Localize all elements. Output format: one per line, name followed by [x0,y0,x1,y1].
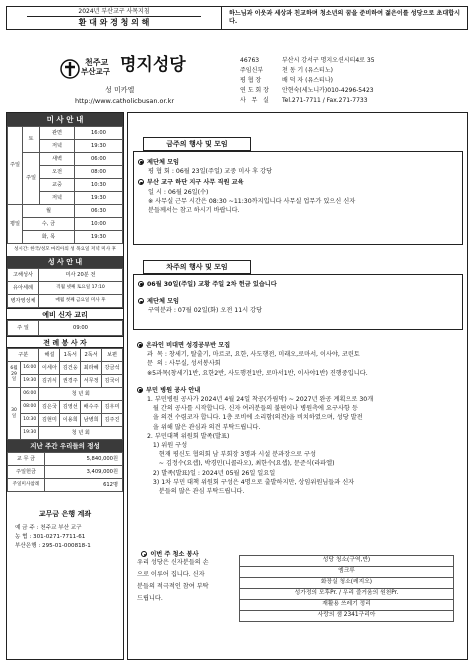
finance-title: 지난 주간 우리들의 정성 [7,440,123,452]
mass-note: 성시간: 한국/성모 마리아의 성 목요일 저녁 미사 후 [13,247,117,252]
church-logo [60,59,80,79]
next-week-box: 06월 30일(주일) 교황 주일 2차 헌금 있습니다 제단체 모임 구역분과 : 07월 02일(화) 오전 11시 강당 [133,274,463,330]
bullet-icon [137,387,143,393]
finance-table: 교 무 금 5,840,000원 주일헌금 3,409,000원 주일미사참례 612명 [7,452,123,492]
church-url[interactable]: http://www.catholicbusan.or.kr [75,97,175,105]
left-column [6,112,124,660]
bullet-icon [138,298,144,304]
confession-table: 고해성사 미사 20분 전 유아세례 격월 넷째 토요일 17:10 병자영성체 매월 첫째 금요일 미사 후 [7,268,123,308]
next-week-title-box [143,260,251,274]
mass-title: 미 사 안 내 [7,113,123,126]
bullet-icon [138,281,144,287]
next-week-title: 차주의 행사 및 모임 [166,263,228,271]
bullet-icon [137,342,143,348]
catechumen-title: 예비 신자 교리 [7,308,123,320]
church-patron: 성 미카엘 [105,86,135,94]
altar-table: 구분 해설 1독서 2독서 보편 6월 29일 16:00 이세아 김건웅 최라혜 강금석 19:30 김귀식 권경주 서무정 김국이 30일 06:00 청 년 회 08:00 김은국 김영선 배수주 김우미 10:30 김현미 이용희 남병희 김주진 19:30 청 년 회 [7,348,123,440]
altar-title: 전 례 봉 사 자 [7,336,123,348]
diocese-line1: 천주교 [85,58,109,67]
this-week-title-box [143,137,251,151]
slogan-left: 환 대 와 경 청 의 해 [78,18,150,27]
bank-rows: 예 금 주 : 천주교 부산 교구 농 협 : 301-0271-7711-61 부산은행 : 295-01-000818-1 [15,524,91,549]
confession-title: 성 사 안 내 [7,256,123,268]
cleaning-title: 이번 주 청소 봉사 [137,541,199,559]
year-label: 2024년 부산교구 사목지침 [78,8,150,15]
bullet-icon [138,179,144,185]
church-name: 명지성당 [120,55,186,75]
bullet-icon [138,159,144,165]
cleaning-table: 성당 청소(구역,반) 엠크루 화장실 청소(레지오) 성가정의 모후Pr. / 우리 즐거움의 원천Pr. 재활용 쓰레기 정리 사랑의 샘 2341구리아 [239,555,454,622]
top-banner [6,6,468,30]
catechumen-table: 주 일 09:00 [7,320,123,336]
bank-title: 교무금 은행 계좌 [38,510,92,518]
this-week-title: 금주의 행사 및 모임 [166,140,228,148]
this-week-box: 제단체 모임 평 협 회 : 06월 23일(주일) 교중 미사 후 강당 부산 교구 하단 지구 사무 직원 교육 일 시 : 06월 26일(수) ※ 사무실 근무 시간은 08:30 ~11:30까지입니다 사무실 업무가 있으신 신자 분들께서는 참고 하시기 바랍니다. [133,151,463,245]
church-info: 46763 부산시 강서구 명지오션시티4로 35 주임신부 천 동 기 (유스티노) 평 협 장 배 덕 자 (유스티나) 연 도 회 장 안현숙(세노니카)010-4296-5423 사 무 실 Tel.271-7711 / Fax.271-7733 [240,57,375,104]
diocese-line2: 부산교구 [81,67,110,76]
notices: 온라인 비대면 성경공부반 모집 과 목 : 창세기, 탈출기, 마르코, 요한, 사도행전, 미래오,로마서, 이사야, 코린토 문 의 : 사무실, 성서봉사회 ※5과목(창세기1반, 요한2반, 사도행전1반, 로마서1반, 이사야1반) 진행중입니다. 부민 병원 공사 안내 1. 부민병원 공사가 2024년 4월 24일 착공(가림막) ~ 2027년 완공 계획으로 30개 월 간의 공사를 시작합니다. 신자 여러분들의 불편이나 병원측에 요구사항 등 을 의견 수렴코자 합니다. 1층 로비에 소리함(의견)을 비치하였으며, 성당 발전 을 위해 많은 관심과 의견 부탁드립니다. 2. 부민대책 위원회 발족(발표) 1) 위원 구성 현재 평신도 협의회 남 부회장 3명과 시설 분과장으로 구성 ~ 김정수(요셉), 박경민(니콜라오), 최한수(요셉), 문준식(라파엘) 2) 발족(발표)일 : 2024년 05월 26일 일요일 3) 1차 부민 대책 위원회 구성은 4명으로 출발하지만, 상임위원님들과 신자 분들의 많은 관심 부탁드립니다. [137,341,463,496]
mass-table: 주일 토 관면 16:00 저녁 19:30 주일 새벽 06:00 오전 08:00 교중 10:30 저녁 19:30 평일 월 06:30 수, 금 10:00 화, 목 19:30 [7,126,123,244]
cleaning-text: 우리 성당은 신자분들의 손 으로 이루어 집니다. 신자 분들의 적극적인 참여 부탁 드립니다. [137,559,209,602]
slogan-right: 하느님과 이웃과 세상과 친교하며 청소년의 꿈을 준비하여 젊은이를 성당으로 초대합시다. [229,10,461,25]
